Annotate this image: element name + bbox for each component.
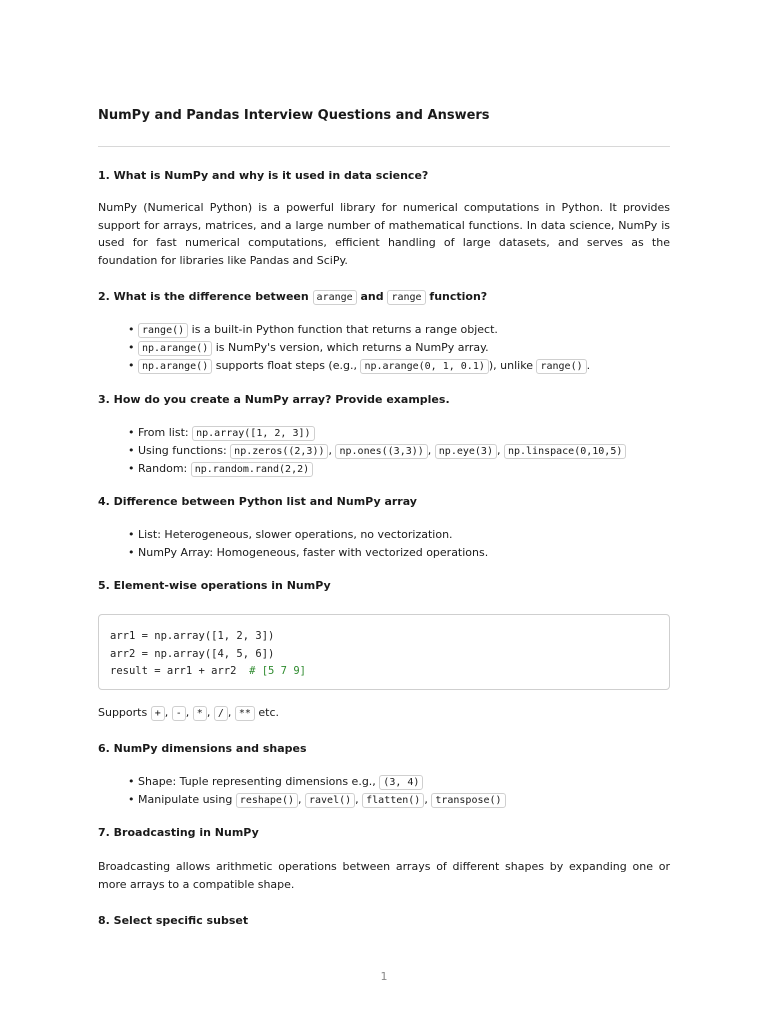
answer-2-list	[128, 321, 590, 375]
answer-6-list	[128, 773, 506, 809]
list-item	[128, 773, 506, 791]
bullet: •	[128, 323, 138, 336]
separator: ,	[355, 793, 363, 806]
document-title: NumPy and Pandas Interview Questions and Answers	[98, 108, 490, 123]
list-item-text: List: Heterogeneous, slower operations, no vectorization.	[138, 528, 453, 541]
bullet: •	[128, 775, 138, 788]
list-item	[128, 424, 626, 442]
question-2-text-mid: and	[356, 290, 388, 303]
list-item	[128, 339, 590, 357]
list-item-text: .	[586, 359, 591, 372]
question-2-text-post: function?	[425, 290, 488, 303]
op-plus: +	[151, 706, 165, 721]
code-range: range	[387, 290, 425, 305]
code-line-3: result = arr1 + arr2	[110, 665, 250, 677]
question-2-heading	[98, 290, 487, 303]
op-power: **	[235, 706, 255, 721]
inline-code: np.array([1, 2, 3])	[192, 426, 314, 441]
list-item-text: supports float steps (e.g.,	[212, 359, 361, 372]
title-divider	[98, 146, 670, 147]
inline-code: (3, 4)	[379, 775, 423, 790]
answer-3-list	[128, 424, 626, 478]
inline-code: np.random.rand(2,2)	[191, 462, 313, 477]
question-2-text-pre: 2. What is the difference between	[98, 290, 313, 303]
inline-code: np.eye(3)	[435, 444, 497, 459]
list-item-text: ), unlike	[488, 359, 537, 372]
list-item-text: Shape: Tuple representing dimensions e.g.,	[138, 775, 380, 788]
list-item	[128, 442, 626, 460]
separator: ,	[185, 706, 193, 719]
supported-operators	[98, 704, 670, 723]
inline-code: np.arange(0, 1, 0.1)	[360, 359, 488, 374]
bullet: •	[128, 462, 138, 475]
inline-code: range()	[536, 359, 586, 374]
code-comment: # [5 7 9]	[249, 665, 306, 677]
list-item	[128, 321, 590, 339]
bullet: •	[128, 528, 138, 541]
question-7-heading: 7. Broadcasting in NumPy	[98, 826, 259, 839]
bullet: •	[128, 341, 138, 354]
list-item	[128, 357, 590, 375]
inline-code: range()	[138, 323, 188, 338]
inline-code: np.zeros((2,3))	[230, 444, 328, 459]
question-5-heading: 5. Element-wise operations in NumPy	[98, 579, 331, 592]
supports-end: etc.	[254, 706, 280, 719]
list-item	[128, 544, 488, 562]
list-item-text: is NumPy's version, which returns a NumPy array.	[212, 341, 489, 354]
bullet: •	[128, 359, 138, 372]
separator: ,	[297, 793, 305, 806]
code-line-1: arr1 = np.array([1, 2, 3])	[110, 630, 275, 642]
inline-code: np.arange()	[138, 359, 212, 374]
op-minus: -	[172, 706, 186, 721]
question-6-heading: 6. NumPy dimensions and shapes	[98, 742, 307, 755]
separator: ,	[164, 706, 172, 719]
bullet: •	[128, 444, 138, 457]
page-number: 1	[380, 970, 388, 983]
bullet: •	[128, 426, 138, 439]
list-item-text: From list:	[138, 426, 193, 439]
list-item-text: NumPy Array: Homogeneous, faster with vectorized operations.	[138, 546, 489, 559]
answer-1-paragraph: NumPy (Numerical Python) is a powerful library for numerical computations in Python. It provides support for arrays, matrices, and a large number of mathematical functions. In data science, NumPy is used for fast numerical computations, efficient handling of large datasets, and serves as the foundation for libraries like Pandas and SciPy.	[98, 201, 670, 267]
separator: ,	[427, 444, 435, 457]
question-8-heading: 8. Select specific subset	[98, 914, 249, 927]
code-arange: arange	[313, 290, 357, 305]
separator: ,	[328, 444, 336, 457]
op-divide: /	[214, 706, 228, 721]
separator: ,	[424, 793, 432, 806]
inline-code: transpose()	[431, 793, 505, 808]
code-block	[98, 614, 670, 690]
question-4-heading: 4. Difference between Python list and NumPy array	[98, 495, 417, 508]
op-multiply: *	[193, 706, 207, 721]
inline-code: np.arange()	[138, 341, 212, 356]
separator: ,	[227, 706, 235, 719]
list-item	[128, 526, 488, 544]
separator: ,	[496, 444, 504, 457]
bullet: •	[128, 546, 138, 559]
inline-code: reshape()	[236, 793, 298, 808]
separator: ,	[206, 706, 214, 719]
list-item-text: Random:	[138, 462, 191, 475]
supports-label: Supports	[98, 706, 151, 719]
code-line-2: arr2 = np.array([4, 5, 6])	[110, 647, 275, 660]
question-3-heading: 3. How do you create a NumPy array? Provide examples.	[98, 393, 450, 406]
list-item	[128, 791, 506, 809]
inline-code: np.linspace(0,10,5)	[504, 444, 626, 459]
list-item	[128, 460, 626, 478]
inline-code: flatten()	[362, 793, 424, 808]
inline-code: ravel()	[305, 793, 355, 808]
list-item-text: Using functions:	[138, 444, 231, 457]
question-1-heading: 1. What is NumPy and why is it used in data science?	[98, 169, 429, 182]
list-item-text: Manipulate using	[138, 793, 236, 806]
answer-4-list	[128, 526, 488, 562]
list-item-text: is a built-in Python function that returns a range object.	[188, 323, 498, 336]
answer-7-paragraph: Broadcasting allows arithmetic operations between arrays of different shapes by expanding one or more arrays to a compatible shape.	[98, 860, 670, 891]
inline-code: np.ones((3,3))	[335, 444, 427, 459]
bullet: •	[128, 793, 138, 806]
